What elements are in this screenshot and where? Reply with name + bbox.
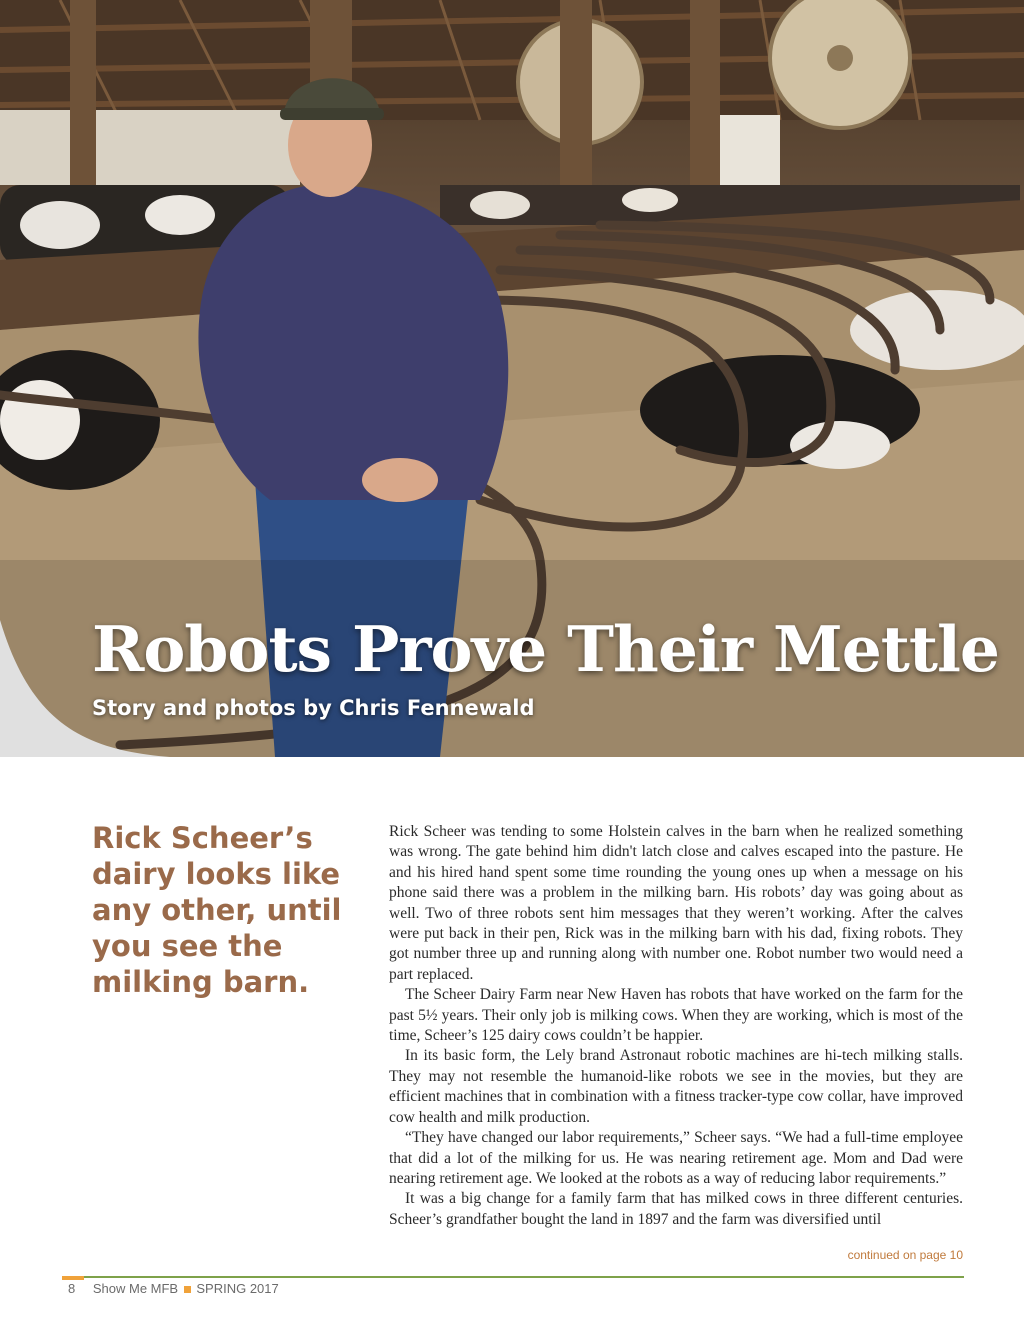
byline: Story and photos by Chris Fennewald: [92, 696, 535, 720]
publication-name: Show Me MFB: [92, 1281, 179, 1296]
paragraph: “They have changed our labor requirements,” Scheer says. “We had a full-time employee that did a lot of the milking for us. He was nearing retirement age. Mom and Dad were nearing retirement age. We looked at the robots as a way of reducing labor requirements.”: [389, 1129, 963, 1187]
separator-square-icon: [184, 1286, 191, 1293]
article-title: Robots Prove Their Mettle: [92, 612, 1000, 686]
pull-quote: Rick Scheer’s dairy looks like any other, until you see the milking barn.: [92, 821, 342, 999]
paragraph: In its basic form, the Lely brand Astronaut robotic machines are hi-tech milking stalls. They may not resemble the humanoid-like robots we see in the movies, but they are efficient machines that in combination with a fitness tracker-type cow collar, have improved cow health and milk production.: [389, 1047, 963, 1126]
issue-label: SPRING 2017: [196, 1281, 279, 1296]
paragraph: The Scheer Dairy Farm near New Haven has robots that have worked on the farm for the past 5½ years. Their only job is milking cows. When they are working, which is most of the time, Scheer’s 125 dairy cows couldn’t be happier.: [389, 986, 963, 1045]
page-footer: [68, 1281, 279, 1296]
continued-link[interactable]: continued on page 10: [847, 1248, 963, 1262]
paragraph: It was a big change for a family farm that has milked cows in three different centuries. Scheer’s grandfather bought the land in 1897 and the farm was diversified until: [389, 1190, 963, 1228]
footer-accent-tab: [62, 1276, 84, 1280]
article-body: [389, 822, 963, 1230]
footer-divider: [62, 1276, 964, 1278]
page-number: 8: [68, 1281, 76, 1296]
paragraph: Rick Scheer was tending to some Holstein calves in the barn when he realized something was wrong. The gate behind him didn't latch close and calves escaped into the pasture. He and his hired hand spent some time rounding the young ones up when a message on his phone said there was a problem in the milking barn. His robots’ day was going about as well. Two of three robots sent him messages that they weren’t working. After the calves were put back in their pen, Rick was in the milking barn with his dad, fixing robots. They got number three up and running along with number one. Robot number two would need a part replaced.: [389, 823, 963, 983]
